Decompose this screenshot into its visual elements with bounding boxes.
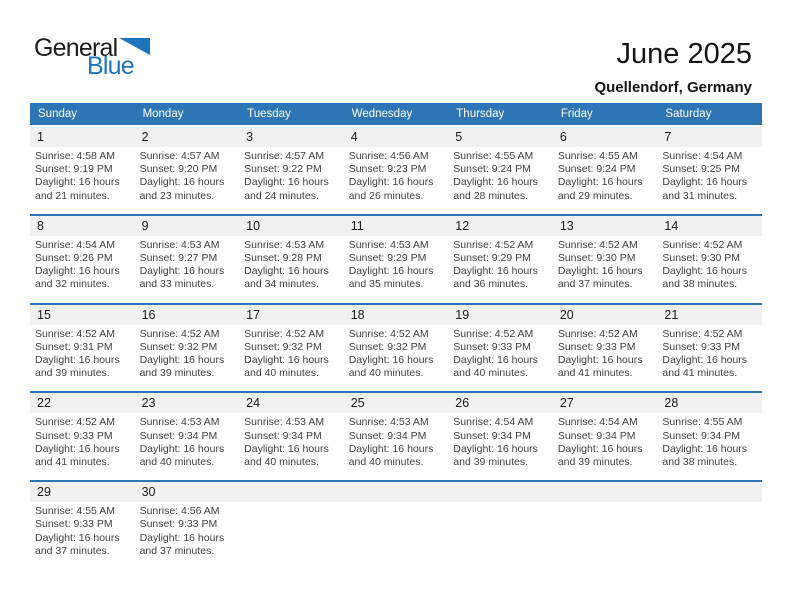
sunrise-text: Sunrise: 4:52 AM [557, 238, 638, 251]
calendar-table [30, 103, 762, 569]
daylight-hours-text: Daylight: 16 hours [139, 531, 225, 544]
general-blue-logo [34, 36, 150, 79]
sunrise-text: Sunrise: 4:53 AM [348, 238, 429, 251]
daylight-minutes-text: and 41 minutes. [662, 367, 738, 380]
day-cell [448, 416, 553, 469]
daylight-minutes-text: and 40 minutes. [244, 367, 319, 380]
sunset-text: Sunset: 9:24 PM [453, 163, 531, 176]
sunset-text: Sunset: 9:27 PM [139, 252, 218, 265]
daylight-hours-text: Daylight: 16 hours [244, 265, 329, 278]
sunset-text: Sunset: 9:25 PM [662, 163, 741, 176]
daylight-hours-text: Daylight: 16 hours [557, 265, 643, 278]
daylight-hours-text: Daylight: 16 hours [662, 265, 748, 278]
sunrise-text: Sunrise: 4:54 AM [35, 238, 115, 251]
day-cell [553, 150, 658, 203]
day-cell [135, 505, 240, 558]
sunrise-text: Sunrise: 4:58 AM [35, 150, 115, 162]
daylight-hours-text: Daylight: 16 hours [557, 354, 643, 367]
day-number: 28 [664, 396, 679, 411]
sunrise-text: Sunrise: 4:52 AM [557, 327, 638, 340]
day-number-band [30, 482, 762, 502]
sunrise-text: Sunrise: 4:55 AM [35, 505, 115, 518]
day-number: 7 [664, 130, 672, 144]
day-number: 1 [37, 130, 44, 144]
daylight-hours-text: Daylight: 16 hours [453, 354, 538, 367]
day-number: 2 [141, 130, 149, 144]
day-number: 4 [350, 130, 358, 144]
sunset-text: Sunset: 9:26 PM [35, 252, 113, 265]
daylight-hours-text: Daylight: 16 hours [453, 265, 538, 278]
day-number [239, 482, 344, 502]
daylight-minutes-text: and 35 minutes. [348, 278, 424, 291]
daylight-minutes-text: and 39 minutes. [139, 367, 215, 380]
daylight-minutes-text: and 39 minutes. [35, 367, 110, 380]
day-number: 12 [455, 218, 470, 233]
daylight-minutes-text: and 37 minutes. [557, 278, 633, 291]
day-cell [135, 328, 240, 381]
day-number: 6 [559, 130, 567, 144]
sunset-text: Sunset: 9:33 PM [35, 429, 113, 442]
daylight-hours-text: Daylight: 16 hours [348, 265, 434, 278]
daylight-minutes-text: and 34 minutes. [244, 278, 319, 291]
sunrise-text: Sunrise: 4:52 AM [662, 327, 743, 340]
logo-blue-text: Blue [87, 52, 134, 80]
sunset-text: Sunset: 9:30 PM [662, 252, 741, 265]
sunrise-text: Sunrise: 4:52 AM [244, 327, 325, 340]
day-number: 17 [246, 307, 261, 322]
daylight-minutes-text: and 40 minutes. [348, 456, 424, 469]
daylight-minutes-text: and 36 minutes. [453, 278, 528, 291]
day-number: 3 [246, 130, 254, 144]
day-number: 14 [664, 218, 679, 233]
daylight-hours-text: Daylight: 16 hours [662, 176, 748, 189]
week-row [30, 125, 762, 214]
sunrise-text: Sunrise: 4:53 AM [139, 238, 220, 251]
day-number: 11 [350, 218, 364, 233]
day-number: 30 [141, 485, 156, 500]
daylight-minutes-text: and 41 minutes. [35, 456, 110, 469]
day-number: 27 [559, 396, 574, 411]
day-number: 21 [664, 307, 679, 322]
weekday-header-row [30, 103, 762, 125]
day-number: 10 [246, 218, 261, 233]
logo-general-text: General [34, 34, 118, 62]
daylight-hours-text: Daylight: 16 hours [244, 442, 329, 455]
sunrise-text: Sunrise: 4:54 AM [557, 416, 638, 429]
sunset-text: Sunset: 9:31 PM [35, 340, 113, 353]
sunset-text: Sunset: 9:33 PM [453, 340, 531, 353]
day-number [344, 482, 449, 502]
sunset-text: Sunset: 9:23 PM [348, 163, 427, 176]
sunset-text: Sunset: 9:29 PM [348, 252, 427, 265]
location-subtitle: Quellendorf, Germany [594, 79, 752, 96]
day-cell [135, 150, 240, 203]
daylight-minutes-text: and 26 minutes. [348, 189, 424, 202]
daylight-minutes-text: and 40 minutes. [244, 456, 319, 469]
daylight-hours-text: Daylight: 16 hours [348, 354, 434, 367]
day-cell [344, 150, 449, 203]
day-number: 20 [559, 307, 574, 322]
sunrise-text: Sunrise: 4:52 AM [453, 327, 534, 340]
daylight-hours-text: Daylight: 16 hours [453, 176, 538, 189]
sunrise-text: Sunrise: 4:52 AM [453, 238, 534, 251]
daylight-hours-text: Daylight: 16 hours [139, 176, 225, 189]
day-number: 15 [37, 307, 51, 322]
daylight-hours-text: Daylight: 16 hours [35, 531, 120, 544]
daylight-minutes-text: and 40 minutes. [453, 367, 528, 380]
day-cell [135, 416, 240, 469]
day-number [448, 482, 553, 502]
sunset-text: Sunset: 9:33 PM [557, 340, 636, 353]
month-year-title: June 2025 [616, 38, 752, 70]
sunset-text: Sunset: 9:29 PM [453, 252, 531, 265]
daylight-minutes-text: and 31 minutes. [662, 189, 738, 202]
day-number: 13 [559, 218, 574, 233]
daylight-minutes-text: and 21 minutes. [35, 189, 110, 202]
day-cell [30, 150, 135, 203]
sunrise-text: Sunrise: 4:53 AM [244, 416, 325, 429]
empty-day-cell [344, 505, 449, 558]
sunrise-text: Sunrise: 4:52 AM [35, 327, 115, 340]
day-number: 22 [37, 396, 51, 411]
daylight-hours-text: Daylight: 16 hours [557, 442, 643, 455]
weekday-friday: Friday [560, 108, 593, 120]
day-cell [448, 239, 553, 292]
day-cell [344, 328, 449, 381]
weekday-wednesday: Wednesday [351, 108, 413, 120]
day-details-row [30, 236, 762, 303]
day-cell [239, 239, 344, 292]
daylight-minutes-text: and 29 minutes. [557, 189, 633, 202]
day-details-row [30, 325, 762, 392]
sunset-text: Sunset: 9:24 PM [557, 163, 636, 176]
sunrise-text: Sunrise: 4:52 AM [348, 327, 429, 340]
day-number: 16 [141, 307, 156, 322]
weeks-container [30, 125, 762, 569]
sunrise-text: Sunrise: 4:57 AM [244, 150, 325, 162]
day-cell [239, 416, 344, 469]
week-row [30, 303, 762, 392]
day-number-band [30, 305, 762, 325]
daylight-minutes-text: and 40 minutes. [139, 456, 215, 469]
daylight-hours-text: Daylight: 16 hours [348, 176, 434, 189]
sunset-text: Sunset: 9:32 PM [139, 340, 218, 353]
day-cell [239, 150, 344, 203]
sunset-text: Sunset: 9:34 PM [139, 429, 218, 442]
sunset-text: Sunset: 9:34 PM [348, 429, 427, 442]
weekday-tuesday: Tuesday [247, 108, 291, 120]
day-details-row [30, 502, 762, 569]
daylight-minutes-text: and 32 minutes. [35, 278, 110, 291]
daylight-hours-text: Daylight: 16 hours [557, 176, 643, 189]
week-row [30, 391, 762, 480]
day-cell [657, 239, 762, 292]
sunrise-text: Sunrise: 4:56 AM [139, 505, 220, 518]
week-row [30, 214, 762, 303]
sunset-text: Sunset: 9:33 PM [662, 340, 741, 353]
weekday-saturday: Saturday [665, 108, 712, 120]
sunrise-text: Sunrise: 4:52 AM [35, 416, 115, 429]
sunset-text: Sunset: 9:33 PM [139, 518, 218, 531]
daylight-hours-text: Daylight: 16 hours [35, 442, 120, 455]
empty-day-cell [239, 505, 344, 558]
sunset-text: Sunset: 9:32 PM [348, 340, 427, 353]
day-number: 9 [141, 218, 149, 233]
sunrise-text: Sunrise: 4:52 AM [139, 327, 220, 340]
day-cell [135, 239, 240, 292]
sunset-text: Sunset: 9:22 PM [244, 163, 322, 176]
day-number [553, 482, 658, 502]
day-cell [553, 416, 658, 469]
sunset-text: Sunset: 9:34 PM [244, 429, 322, 442]
day-number-band [30, 393, 762, 413]
daylight-minutes-text: and 28 minutes. [453, 189, 528, 202]
day-cell [30, 328, 135, 381]
empty-day-cell [657, 505, 762, 558]
daylight-minutes-text: and 38 minutes. [662, 456, 738, 469]
day-number: 25 [350, 396, 365, 411]
day-cell [448, 328, 553, 381]
day-cell [30, 505, 135, 558]
daylight-hours-text: Daylight: 16 hours [244, 176, 329, 189]
day-number [657, 482, 762, 502]
sunset-text: Sunset: 9:19 PM [35, 163, 113, 176]
day-cell [553, 328, 658, 381]
daylight-minutes-text: and 38 minutes. [662, 278, 738, 291]
sunset-text: Sunset: 9:34 PM [557, 429, 636, 442]
daylight-hours-text: Daylight: 16 hours [662, 354, 748, 367]
daylight-minutes-text: and 37 minutes. [139, 544, 215, 557]
sunset-text: Sunset: 9:30 PM [557, 252, 636, 265]
day-number-band [30, 216, 762, 236]
sunset-text: Sunset: 9:20 PM [139, 163, 218, 176]
weekday-sunday: Sunday [38, 108, 78, 120]
day-details-row [30, 413, 762, 480]
day-cell [239, 328, 344, 381]
week-row [30, 480, 762, 569]
sunrise-text: Sunrise: 4:53 AM [244, 238, 325, 251]
day-number: 26 [455, 396, 470, 411]
daylight-hours-text: Daylight: 16 hours [348, 442, 434, 455]
empty-day-cell [553, 505, 658, 558]
daylight-hours-text: Daylight: 16 hours [35, 265, 120, 278]
day-number: 24 [246, 396, 261, 411]
day-cell [553, 239, 658, 292]
sunrise-text: Sunrise: 4:55 AM [557, 150, 638, 162]
day-cell [344, 416, 449, 469]
daylight-minutes-text: and 37 minutes. [35, 544, 110, 557]
day-cell [657, 328, 762, 381]
sunset-text: Sunset: 9:34 PM [453, 429, 531, 442]
daylight-hours-text: Daylight: 16 hours [139, 265, 225, 278]
daylight-minutes-text: and 40 minutes. [348, 367, 424, 380]
daylight-hours-text: Daylight: 16 hours [662, 442, 748, 455]
daylight-hours-text: Daylight: 16 hours [35, 354, 120, 367]
sunrise-text: Sunrise: 4:54 AM [662, 150, 743, 162]
day-cell [657, 416, 762, 469]
sunrise-text: Sunrise: 4:53 AM [139, 416, 220, 429]
daylight-minutes-text: and 24 minutes. [244, 189, 319, 202]
sunset-text: Sunset: 9:28 PM [244, 252, 322, 265]
day-cell [30, 416, 135, 469]
day-number: 18 [350, 307, 365, 322]
day-cell [344, 239, 449, 292]
daylight-hours-text: Daylight: 16 hours [139, 354, 225, 367]
sunrise-text: Sunrise: 4:56 AM [348, 150, 429, 162]
sunrise-text: Sunrise: 4:52 AM [662, 238, 743, 251]
daylight-hours-text: Daylight: 16 hours [35, 176, 120, 189]
day-number: 5 [455, 130, 463, 144]
day-number: 8 [37, 218, 44, 233]
day-number-band [30, 127, 762, 147]
daylight-minutes-text: and 39 minutes. [453, 456, 528, 469]
day-number: 29 [37, 485, 51, 500]
day-number: 23 [141, 396, 156, 411]
sunrise-text: Sunrise: 4:53 AM [348, 416, 429, 429]
daylight-minutes-text: and 33 minutes. [139, 278, 215, 291]
empty-day-cell [448, 505, 553, 558]
day-details-row [30, 147, 762, 214]
day-cell [448, 150, 553, 203]
sunrise-text: Sunrise: 4:57 AM [139, 150, 220, 162]
sunrise-text: Sunrise: 4:55 AM [662, 416, 743, 429]
sunset-text: Sunset: 9:34 PM [662, 429, 741, 442]
weekday-thursday: Thursday [456, 108, 505, 120]
sunset-text: Sunset: 9:32 PM [244, 340, 322, 353]
daylight-hours-text: Daylight: 16 hours [453, 442, 538, 455]
daylight-hours-text: Daylight: 16 hours [244, 354, 329, 367]
daylight-minutes-text: and 39 minutes. [557, 456, 633, 469]
day-cell [657, 150, 762, 203]
sunrise-text: Sunrise: 4:55 AM [453, 150, 534, 162]
weekday-monday: Monday [142, 108, 184, 120]
sunset-text: Sunset: 9:33 PM [35, 518, 113, 531]
sunrise-text: Sunrise: 4:54 AM [453, 416, 534, 429]
title-block [594, 38, 752, 96]
daylight-minutes-text: and 23 minutes. [139, 189, 215, 202]
day-cell [30, 239, 135, 292]
day-number: 19 [455, 307, 470, 322]
daylight-minutes-text: and 41 minutes. [557, 367, 633, 380]
daylight-hours-text: Daylight: 16 hours [139, 442, 225, 455]
